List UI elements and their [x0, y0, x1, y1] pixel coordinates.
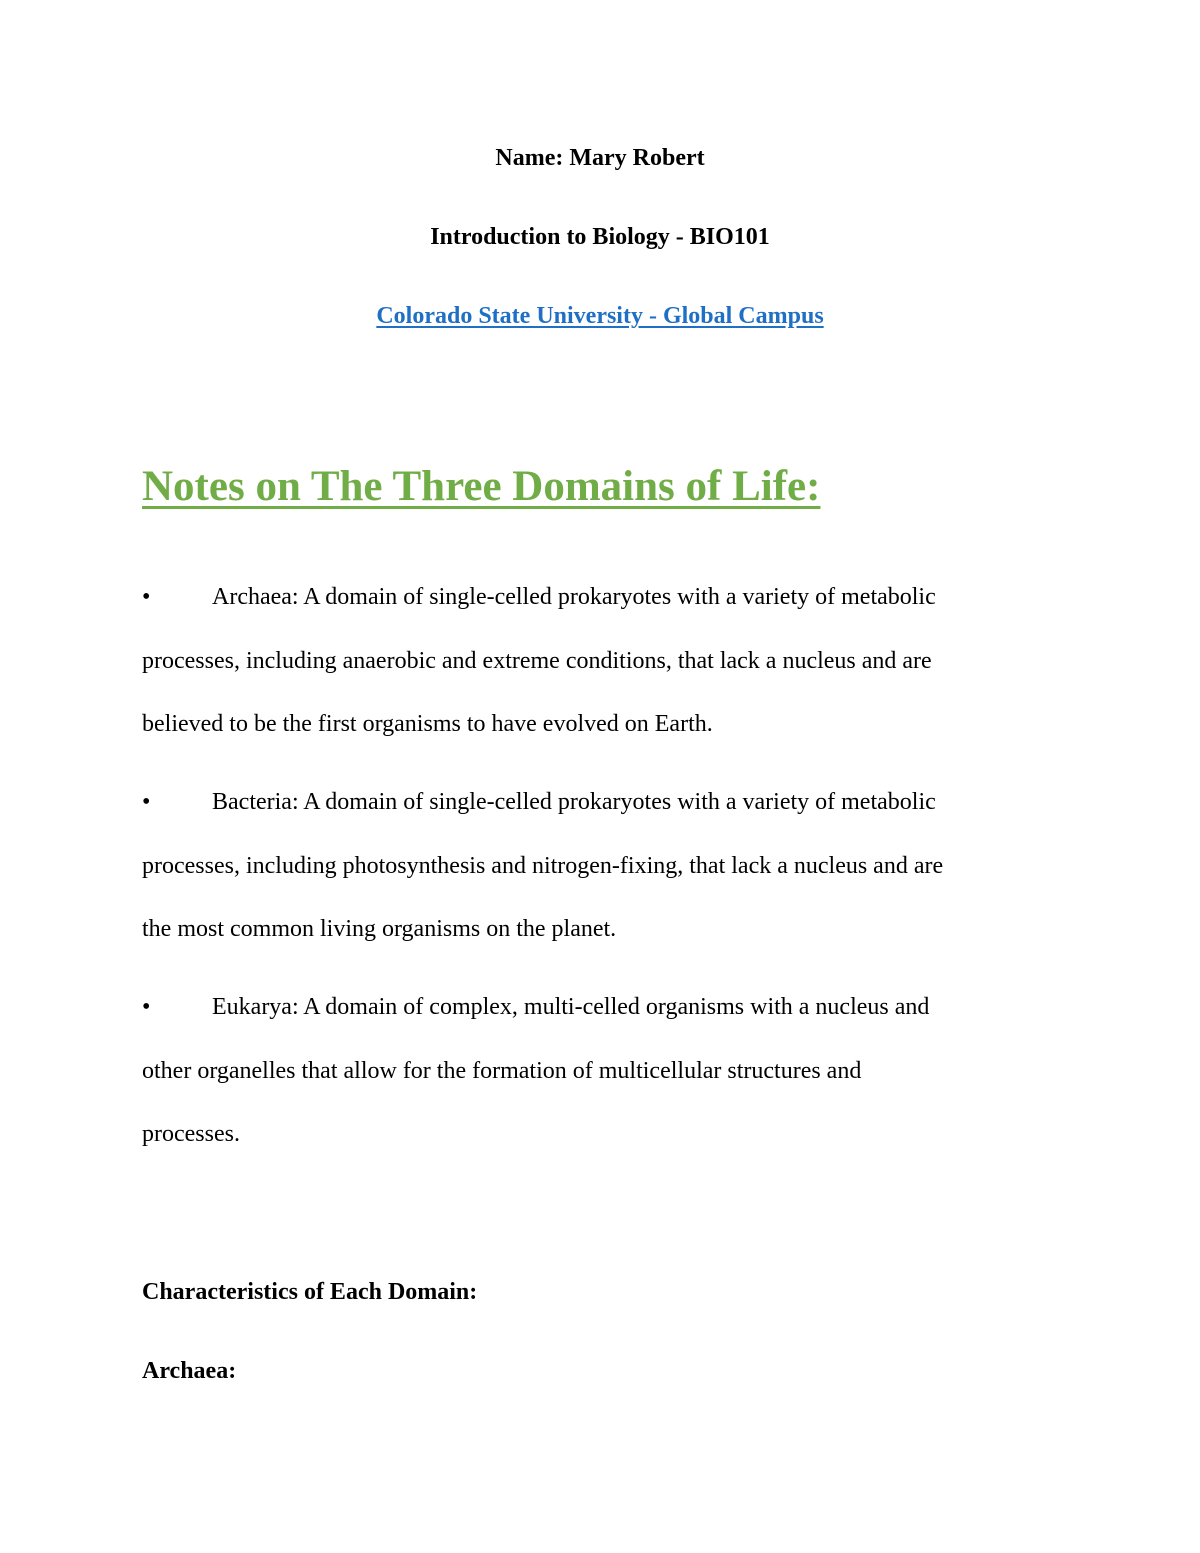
domain-note-eukarya	[142, 976, 1072, 1167]
course-title: Introduction to Biology - BIO101	[430, 224, 770, 250]
note-line: believed to be the first organisms to have evolved on Earth.	[142, 711, 713, 737]
archaea-heading: Archaea:	[142, 1358, 237, 1384]
university-link[interactable]: Colorado State University - Global Campus	[376, 303, 824, 329]
note-line	[142, 771, 1072, 835]
note-text: Bacteria: A domain of single-celled prokaryotes with a variety of metabolic	[212, 789, 936, 815]
bullet-icon: •	[142, 994, 151, 1020]
note-line: processes, including photosynthesis and nitrogen-fixing, that lack a nucleus and are	[142, 852, 944, 879]
bullet-icon: •	[142, 584, 151, 610]
note-line: the most common living organisms on the planet.	[142, 916, 617, 942]
note-line: processes.	[142, 1121, 240, 1147]
characteristics-heading: Characteristics of Each Domain:	[142, 1279, 478, 1305]
note-text: Eukarya: A domain of complex, multi-celled organisms with a nucleus and	[212, 994, 930, 1020]
bullet-icon: •	[142, 789, 151, 815]
note-text: Archaea: A domain of single-celled prokaryotes with a variety of metabolic	[212, 584, 936, 610]
student-name: Name: Mary Robert	[495, 145, 705, 171]
domain-note-bacteria	[142, 771, 1072, 962]
domain-note-archaea	[142, 566, 1072, 757]
note-line: other organelles that allow for the formation of multicellular structures and	[142, 1057, 862, 1084]
note-line	[142, 976, 1072, 1040]
page-title: Notes on The Three Domains of Life:	[142, 463, 821, 510]
note-line	[142, 566, 1072, 630]
note-line: processes, including anaerobic and extreme conditions, that lack a nucleus and are	[142, 647, 932, 674]
